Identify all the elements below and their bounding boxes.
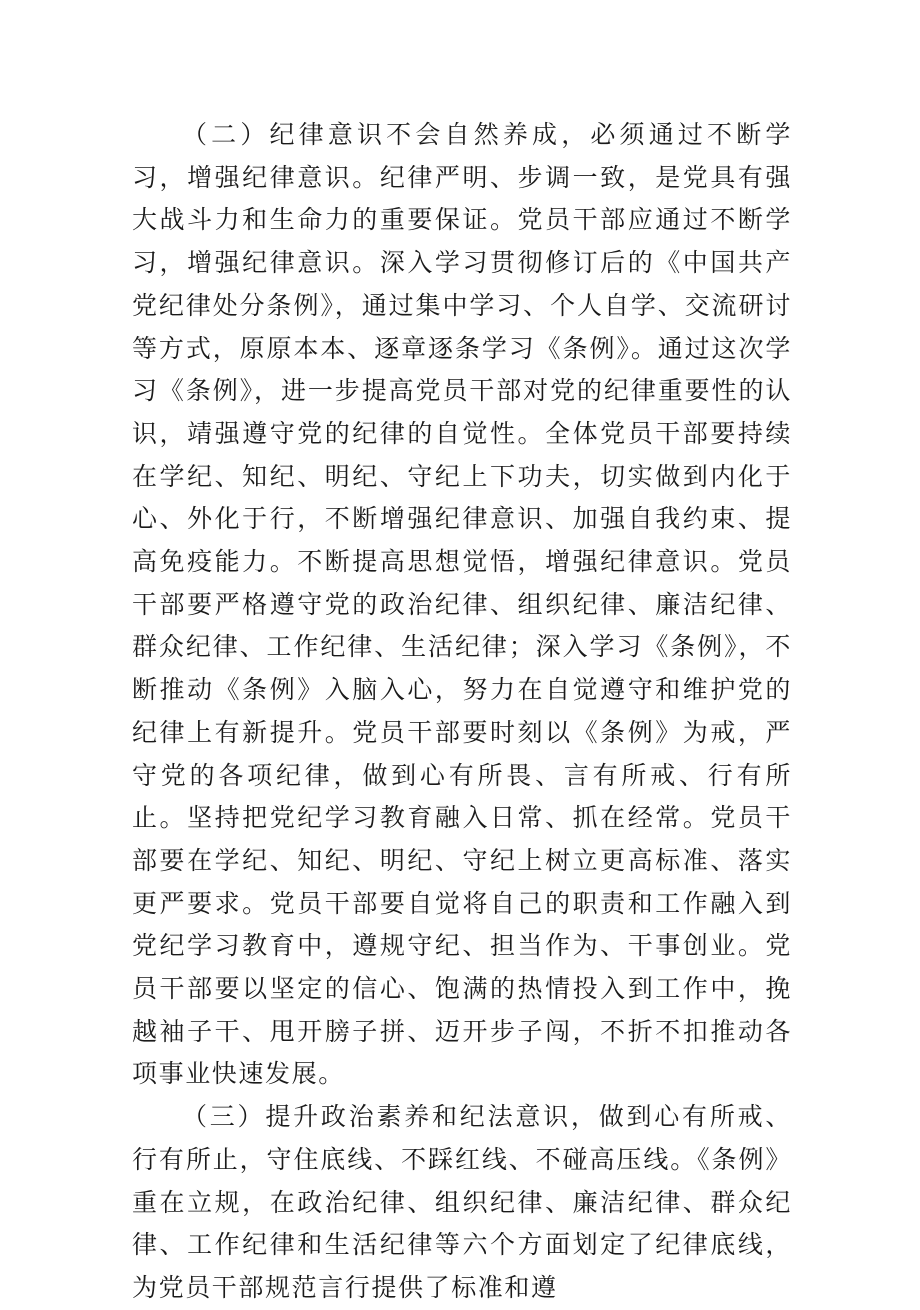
document-body — [132, 114, 792, 1310]
paragraph-section-3: （三）提升政治素养和纪法意识，做到心有所戒、行有所止，守住底线、不踩红线、不碰高压线。《条例》重在立规，在政治纪律、组织纪律、廉洁纪律、群众纪律、工作纪律和生活纪律等六个方面划定了纪律底线，为党员干部规范言行提供了标准和遵 — [132, 1102, 792, 1302]
paragraph-section-2: （二）纪律意识不会自然养成，必须通过不断学习，增强纪律意识。纪律严明、步调一致，是党具有强大战斗力和生命力的重要保证。党员干部应通过不断学习，增强纪律意识。深入学习贯彻修订后的《中国共产党纪律处分条例》，通过集中学习、个人自学、交流研讨等方式，原原本本、逐章逐条学习《条例》。通过这次学习《条例》，进一步提高党员干部对党的纪律重要性的认识，靖强遵守党的纪律的自觉性。全体党员干部要持续在学纪、知纪、明纪、守纪上下功夫，切实做到内化于心、外化于行，不断增强纪律意识、加强自我约束、提高免疫能力。不断提高思想觉悟，增强纪律意识。党员干部要严格遵守党的政治纪律、组织纪律、廉洁纪律、群众纪律、工作纪律、生活纪律；深入学习《条例》，不断推动《条例》入脑入心，努力在自觉遵守和维护党的纪律上有新提升。党员干部要时刻以《条例》为戒，严守党的各项纪律，做到心有所畏、言有所戒、行有所止。坚持把党纪学习教育融入日常、抓在经常。党员干部要在学纪、知纪、明纪、守纪上树立更高标准、落实更严要求。党员干部要自觉将自己的职责和工作融入到党纪学习教育中，遵规守纪、担当作为、干事创业。党员干部要以坚定的信心、饱满的热情投入到工作中，挽越袖子干、甩开膀子拼、迈开步子闯，不折不扣推动各项事业快速发展。 — [132, 120, 792, 1089]
